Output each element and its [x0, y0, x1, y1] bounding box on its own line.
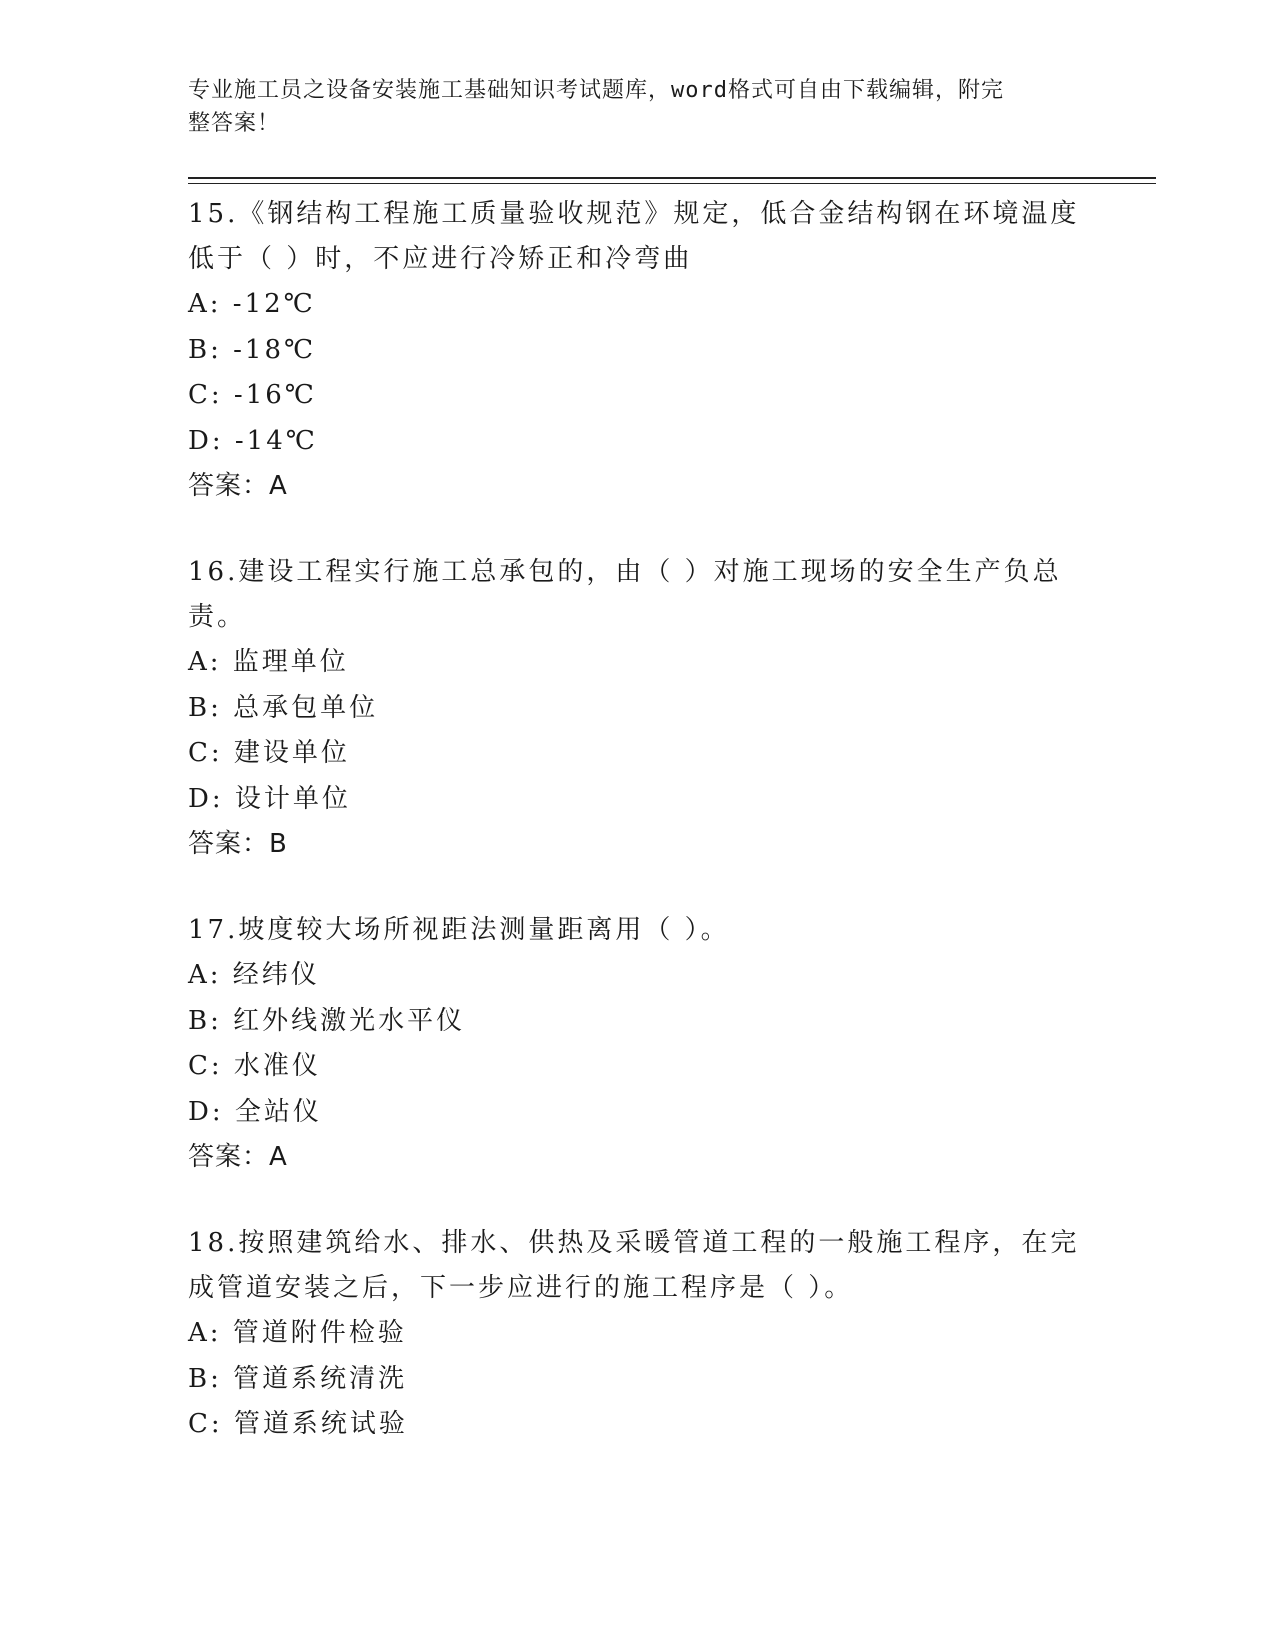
answer-line: 答案：B: [188, 829, 288, 859]
question-stem: [188, 192, 1088, 282]
option-b: B: -18℃: [188, 334, 317, 365]
question-15: [188, 192, 1088, 508]
option-d: D: -14℃: [188, 425, 318, 456]
answer-line: 答案：A: [188, 471, 288, 501]
question-17: [188, 908, 1088, 1179]
question-stem-line-1: 18.按照建筑给水、排水、供热及采暖管道工程的一般施工程序，在完: [188, 1228, 1080, 1258]
question-16: [188, 550, 1088, 866]
option-a: A: 监理单位: [188, 647, 349, 677]
answer-line: 答案：A: [188, 1142, 288, 1172]
question-stem: [188, 1221, 1088, 1311]
header-divider-thick: [188, 177, 1156, 179]
question-stem-line-2: 低于（ ）时，不应进行冷矫正和冷弯曲: [188, 244, 693, 274]
question-18: [188, 1221, 1088, 1448]
question-stem: [188, 908, 1088, 953]
option-c: C: 水准仪: [188, 1051, 321, 1081]
question-stem-line-2: 成管道安装之后，下一步应进行的施工程序是（ ）。: [188, 1273, 854, 1303]
question-stem-line-1: 16.建设工程实行施工总承包的，由（ ）对施工现场的安全生产负总: [188, 557, 1062, 587]
question-list: [188, 192, 1088, 1490]
header-line-1: 专业施工员之设备安装施工基础知识考试题库，word格式可自由下载编辑，附完: [188, 78, 1004, 103]
option-a: A: 管道附件检验: [188, 1318, 407, 1348]
option-a: A: -12℃: [188, 289, 316, 319]
document-header: [188, 74, 1068, 140]
option-c: C: 管道系统试验: [188, 1409, 408, 1439]
option-b: B: 红外线激光水平仪: [188, 1005, 466, 1036]
option-b: B: 管道系统清洗: [188, 1363, 408, 1394]
question-stem: [188, 550, 1088, 640]
question-stem-line-1: 17.坡度较大场所视距法测量距离用（ ）。: [188, 915, 730, 945]
question-stem-line-2: 责。: [188, 602, 247, 632]
option-c: C: 建设单位: [188, 738, 350, 768]
header-line-2: 整答案！: [188, 111, 281, 136]
header-divider-thin: [188, 183, 1156, 184]
option-d: D: 全站仪: [188, 1096, 322, 1127]
option-c: C: -16℃: [188, 380, 317, 410]
question-stem-line-1: 15.《钢结构工程施工质量验收规范》规定，低合金结构钢在环境温度: [188, 199, 1080, 229]
option-a: A: 经纬仪: [188, 960, 320, 990]
option-d: D: 设计单位: [188, 783, 351, 814]
option-b: B: 总承包单位: [188, 692, 379, 723]
